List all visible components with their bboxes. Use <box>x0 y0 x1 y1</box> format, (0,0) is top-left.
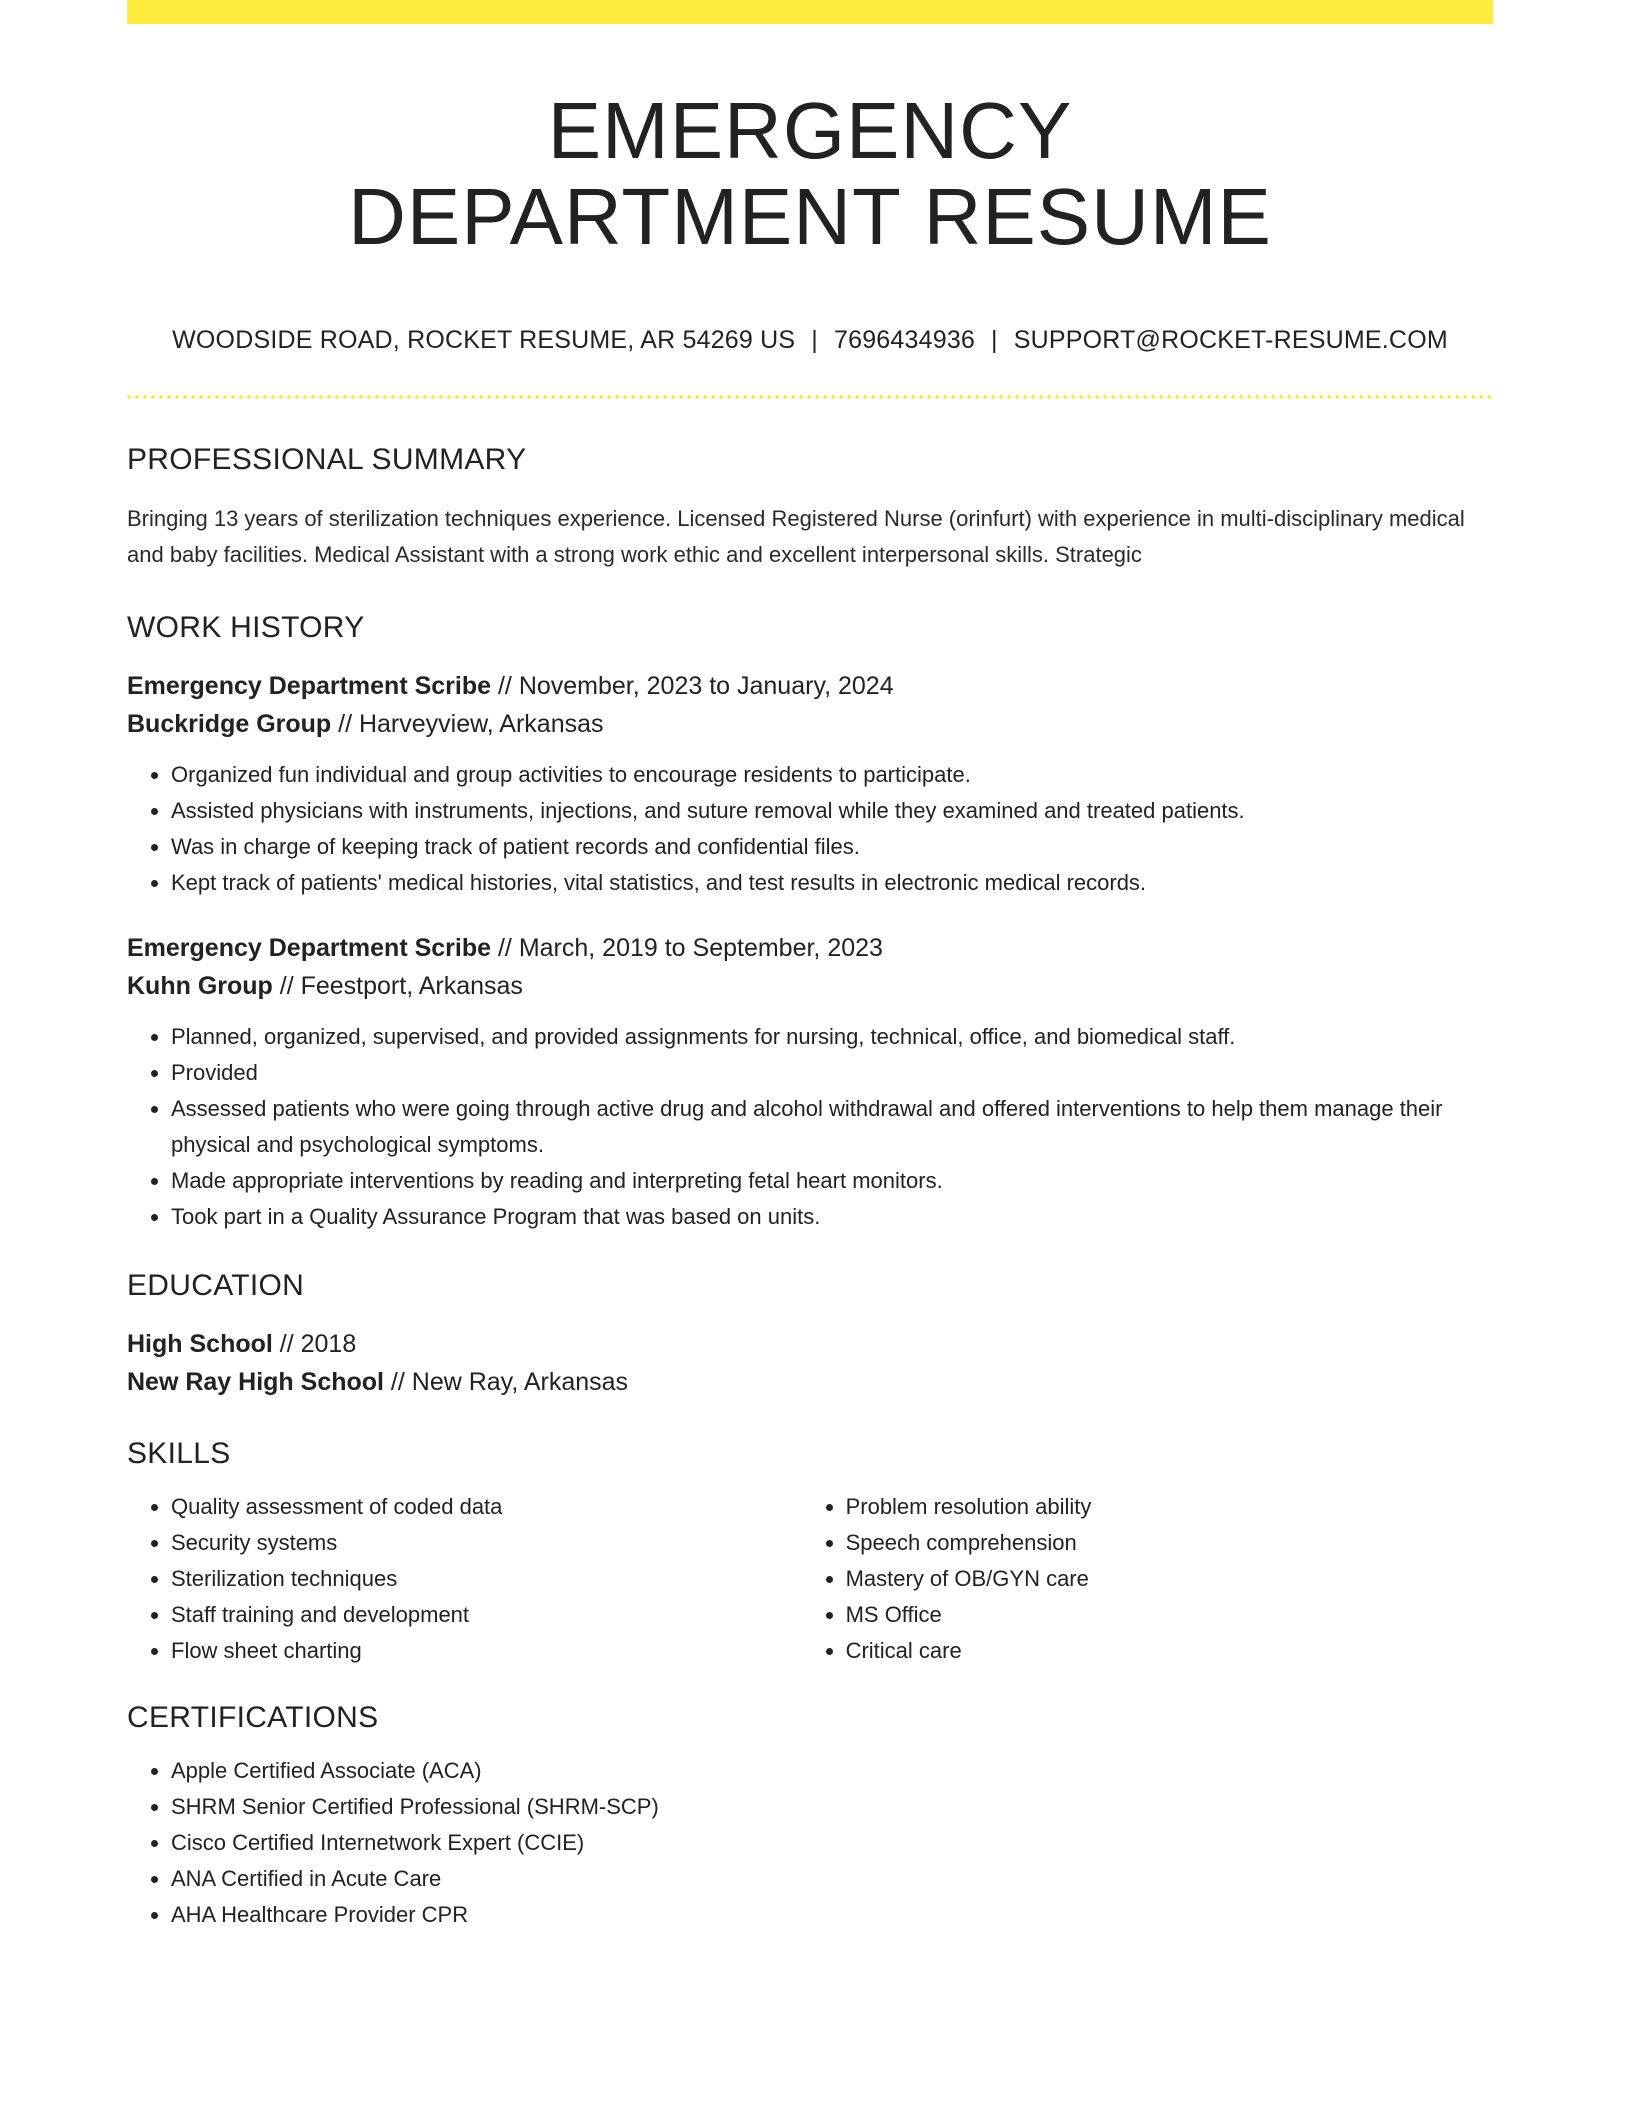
list-item: • SHRM Senior Certified Professional (SHRM-SCP) <box>171 1789 1493 1825</box>
certifications-section <box>127 1701 1493 1933</box>
education-location: // New Ray, Arkansas <box>383 1368 629 1396</box>
work-history-section <box>127 611 1493 1235</box>
contact-phone: 7696434936 <box>833 326 976 354</box>
list-item: • Security systems <box>171 1525 802 1561</box>
list-item: • Speech comprehension <box>846 1525 1493 1561</box>
title-line-1: EMERGENCY <box>547 86 1073 175</box>
summary-section <box>127 443 1493 573</box>
education-school-line <box>127 1363 1493 1401</box>
list-item: • Organized fun individual and group activities to encourage residents to participate. <box>171 757 1493 793</box>
summary-text: Bringing 13 years of sterilization techniques experience. Licensed Registered Nurse (orinfurt) with experience in multi-disciplinary medical and baby facilities. Medical Assistant with a strong work ethic and excellent interpersonal skills. Strategic <box>127 506 1465 567</box>
job-title: Emergency Department Scribe <box>127 934 492 962</box>
list-item: • Critical care <box>846 1633 1493 1669</box>
job-location: // Harveyview, Arkansas <box>331 710 604 738</box>
job-title: Emergency Department Scribe <box>127 672 492 700</box>
job-company-line <box>127 705 1493 743</box>
list-item: • Problem resolution ability <box>846 1489 1493 1525</box>
contact-separator: | <box>811 326 818 354</box>
job-dates: // March, 2019 to September, 2023 <box>491 934 883 962</box>
list-item: • Made appropriate interventions by reading and interpreting fetal heart monitors. <box>171 1163 1493 1199</box>
list-item: • Took part in a Quality Assurance Program that was based on units. <box>171 1199 1493 1235</box>
list-item: • Was in charge of keeping track of patient records and confidential files. <box>171 829 1493 865</box>
skills-heading: SKILLS <box>127 1437 231 1470</box>
education-section <box>127 1269 1493 1401</box>
list-item: • Assisted physicians with instruments, injections, and suture removal while they examined and treated patients. <box>171 793 1493 829</box>
list-item: • Staff training and development <box>171 1597 802 1633</box>
job-duties-list <box>127 1019 1493 1235</box>
education-degree-line <box>127 1325 1493 1363</box>
contact-email: SUPPORT@ROCKET-RESUME.COM <box>1013 326 1448 354</box>
education-year: // 2018 <box>272 1330 357 1358</box>
top-accent-bar <box>127 0 1493 24</box>
job-company-line <box>127 967 1493 1005</box>
education-degree: High School <box>127 1330 273 1358</box>
list-item: • Sterilization techniques <box>171 1561 802 1597</box>
list-item: • Kept track of patients' medical histories, vital statistics, and test results in electronic medical records. <box>171 865 1493 901</box>
dotted-divider <box>127 395 1493 399</box>
list-item: • Provided <box>171 1055 1493 1091</box>
list-item: • Quality assessment of coded data <box>171 1489 802 1525</box>
job-company: Buckridge Group <box>127 710 332 738</box>
job-location: // Feestport, Arkansas <box>272 972 523 1000</box>
contact-separator: | <box>991 326 998 354</box>
job-dates: // November, 2023 to January, 2024 <box>491 672 894 700</box>
skills-columns <box>127 1471 1493 1669</box>
contact-address: WOODSIDE ROAD, ROCKET RESUME, AR 54269 US <box>172 326 796 354</box>
education-heading: EDUCATION <box>127 1269 305 1302</box>
contact-line <box>127 326 1493 355</box>
certifications-list <box>127 1753 1493 1933</box>
job-title-line <box>127 667 1493 705</box>
list-item: • Mastery of OB/GYN care <box>846 1561 1493 1597</box>
summary-heading: PROFESSIONAL SUMMARY <box>127 443 527 476</box>
job-entry <box>127 667 1493 901</box>
job-company: Kuhn Group <box>127 972 273 1000</box>
resume-title <box>127 88 1493 260</box>
title-line-2: DEPARTMENT RESUME <box>348 172 1272 261</box>
job-title-line <box>127 929 1493 967</box>
list-item: • MS Office <box>846 1597 1493 1633</box>
list-item: • Assessed patients who were going through active drug and alcohol withdrawal and offered interventions to help them manage their physical and psychological symptoms. <box>171 1091 1493 1163</box>
list-item: • AHA Healthcare Provider CPR <box>171 1897 1493 1933</box>
list-item: • Flow sheet charting <box>171 1633 802 1669</box>
work-history-heading: WORK HISTORY <box>127 611 365 644</box>
education-school: New Ray High School <box>127 1368 384 1396</box>
skills-list-left <box>127 1489 802 1669</box>
resume-page <box>127 0 1493 1933</box>
job-entry <box>127 929 1493 1235</box>
skills-section <box>127 1437 1493 1669</box>
certifications-heading: CERTIFICATIONS <box>127 1701 379 1734</box>
list-item: • Cisco Certified Internetwork Expert (CCIE) <box>171 1825 1493 1861</box>
job-duties-list <box>127 757 1493 901</box>
list-item: • Apple Certified Associate (ACA) <box>171 1753 1493 1789</box>
list-item: • Planned, organized, supervised, and provided assignments for nursing, technical, office, and biomedical staff. <box>171 1019 1493 1055</box>
list-item: • ANA Certified in Acute Care <box>171 1861 1493 1897</box>
skills-list-right <box>802 1489 1493 1669</box>
education-entry <box>127 1325 1493 1401</box>
